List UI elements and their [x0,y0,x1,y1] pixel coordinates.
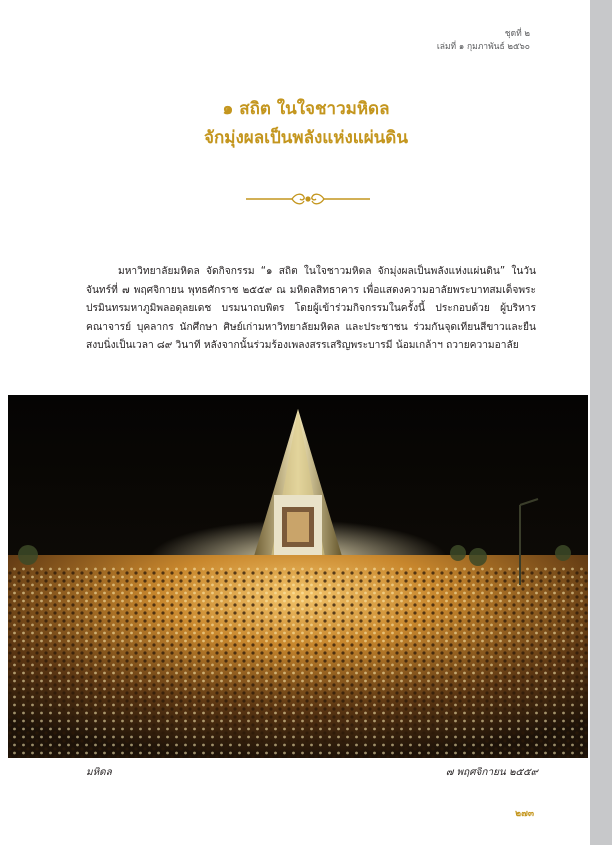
candlelight-ceremony-photo [8,395,588,758]
running-head-line1: ชุดที่ ๒ [504,29,530,39]
title-line1: ๑ สถิต ในใจชาวมหิดล [222,99,390,119]
page-gutter [590,0,612,845]
running-head [437,28,530,54]
body-paragraph: มหาวิทยาลัยมหิดล จัดกิจกรรม “๑ สถิต ในใจชาวมหิดล จักมุ่งผลเป็นพลังแห่งแผ่นดิน” ในวันจันทร์ที่ ๗ พฤศจิกายน พุทธศักราช ๒๕๕๙ ณ มหิดลสิทธาคาร เพื่อแสดงความอาลัยพระบาทสมเด็จพระปรมินทรมหาภูมิพลอดุลยเดช บรมนาถบพิตร โดยผู้เข้าร่วมกิจกรรมในครั้งนี้ ประกอบด้วย ผู้บริหาร คณาจารย์ บุคลากร นักศึกษา ศิษย์เก่ามหาวิทยาลัยมหิดล และประชาชน ร่วมกันจุดเทียนสีขาวและยืนสงบนิ่งเป็นเวลา ๘๙ วินาที หลังจากนั้นร่วมร้องเพลงสรรเสริญพระบารมี น้อมเกล้าฯ ถวายความอาลัย [86,266,536,352]
photo-illustration [8,395,588,758]
page-number: ๒๗๓ [515,809,534,819]
scroll-divider-ornament-icon [246,191,370,207]
running-head-line2: เล่มที่ ๑ กุมภาพันธ์ ๒๕๖๐ [436,42,530,52]
photo-caption-date: ๗ พฤศจิกายน ๒๕๕๙ [445,767,538,778]
title-line2: จักมุ่งผลเป็นพลังแห่งแผ่นดิน [204,128,408,148]
body-text [86,263,536,356]
photo-caption-left: มหิดล [86,767,112,778]
